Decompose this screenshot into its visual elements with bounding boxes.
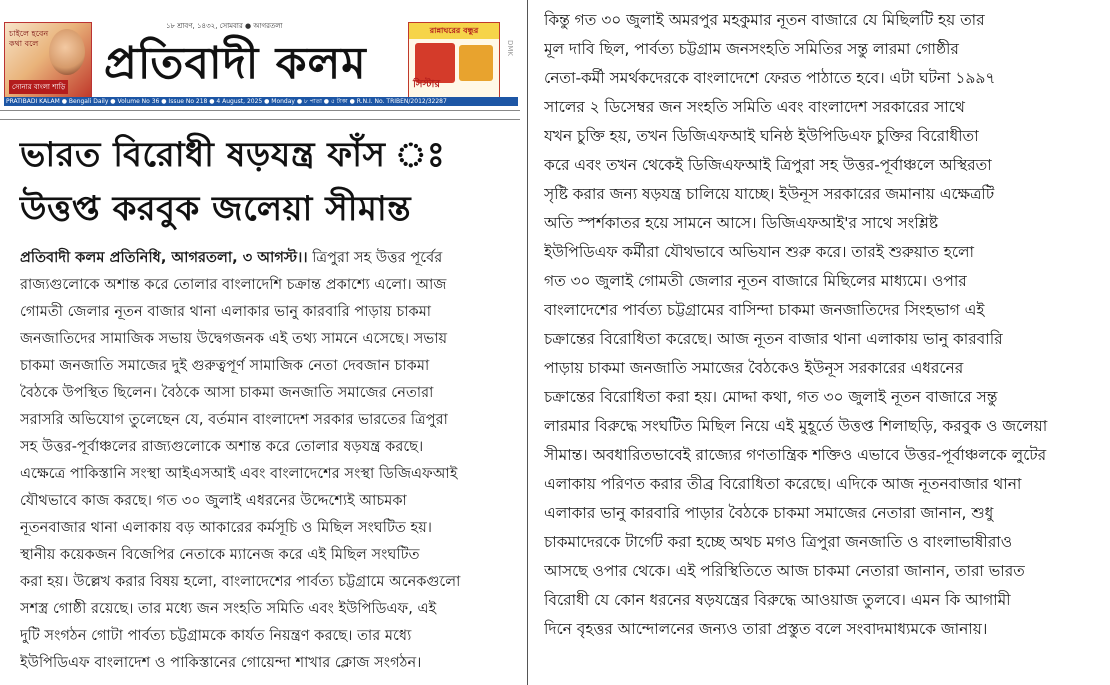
right-column-text-line: বাংলাদেশের পার্বত্য চট্টগ্রামের বাসিন্দা চাকমা জনজাতিদের সিংহভাগ এই bbox=[544, 301, 985, 319]
masthead-rule bbox=[0, 110, 520, 120]
right-column-text-line: সৃষ্টি করার জন্য ষড়যন্ত্র চালিয়ে যাচ্ছে। ইউনূস সরকারের জমানায় এক্ষেত্রটি bbox=[544, 185, 995, 203]
right-column-text-line: যখন চুক্তি হয়, তখন ডিজিএফআই ঘনিষ্ঠ ইউপিডিএফ চুক্তির বিরোধীতা bbox=[544, 127, 979, 145]
headline-line-2: উত্তপ্ত করবুক জলেয়া সীমান্ত bbox=[20, 189, 412, 229]
right-column-text-line: চাকমাদেরকে টার্গেট করা হচ্ছে অথচ মগও ত্রিপুরা জনজাতি ও বাংলাভাষীরাও bbox=[544, 533, 1013, 551]
ad-right-top: রান্নাঘরের বন্ধুর bbox=[409, 23, 499, 39]
headline-line-1: ভারত বিরোধী ষড়যন্ত্র ফাঁস ঃ bbox=[20, 135, 446, 175]
right-column-text-line: অতি স্পর্শকাতর হয়ে সামনে আসে। ডিজিএফআই'র সাথে সংশ্লিষ্ট bbox=[544, 214, 938, 232]
article-headline bbox=[20, 132, 510, 232]
right-column-text-line: মূল দাবি ছিল, পার্বত্য চট্টগ্রাম জনসংহতি সমিতির সন্তু লারমা গোষ্ঠীর bbox=[544, 40, 959, 58]
masthead bbox=[0, 0, 520, 108]
right-column-text-line: এলাকার ভানু কারবারি পাড়ার বৈঠকে চাকমা সমাজের নেতারা জানান, শুধু bbox=[544, 504, 994, 522]
byline: প্রতিবাদী কলম প্রতিনিধি, আগরতলা, ৩ আগস্ট।। bbox=[20, 249, 308, 266]
left-column-text-line: সহ উত্তর-পূর্বাঞ্চলের রাজ্যগুলোকে অশান্ত করে তোলার ষড়যন্ত্র করছে। bbox=[20, 438, 424, 455]
first-line-text: ত্রিপুরা সহ উত্তর পূর্বের bbox=[307, 249, 443, 266]
right-column-text-line: চক্রান্তের বিরোধিতা করেছে। আজ নূতন বাজার থানা এলাকায় ভানু কারবারি bbox=[544, 330, 1003, 348]
masthead-info-bar: PRATIBADI KALAM ● Bengali Daily ● Volume No 36 ● Issue No 218 ● 4 August, 2025 ● Monday ● ৮ পাতা ● ৫ টাকা ● R.N.I. No. TRIBEN/2012/32287 bbox=[4, 97, 518, 106]
left-column-text-line: সশস্ত্র গোষ্ঠী রয়েছে। তার মধ্যে জন সংহতি সমিতি এবং ইউপিডিএফ, এই bbox=[20, 600, 437, 617]
dateline: ১৮ শ্রাবণ, ১৪৩২, সোমবার ● আগরতলা bbox=[166, 22, 283, 30]
article-body-right bbox=[544, 6, 1098, 644]
right-column-text-line: এলাকায় পরিণত করার তীব্র বিরোধিতা করেছে। এদিকে আজ নূতনবাজার থানা bbox=[544, 475, 1022, 493]
right-column-text-line: চক্রান্তের বিরোধিতা করা হয়। মোদ্দা কথা, গত ৩০ জুলাই নূতন বাজারে সন্তু bbox=[544, 388, 998, 406]
left-column-text-line: ইউপিডিএফ বাংলাদেশ ও পাকিস্তানের গোয়েন্দা শাখার ক্লোজ সংগঠন। bbox=[20, 654, 422, 671]
left-column-text-line: যৌথভাবে কাজ করছে। গত ৩০ জুলাই এধরনের উদ্দেশ্যেই আচমকা bbox=[20, 492, 407, 509]
column-divider bbox=[527, 0, 528, 685]
right-column-text-line: দিনে বৃহত্তর আন্দোলনের জন্যও তারা প্রস্তুত বলে সংবাদমাধ্যমকে জানায়। bbox=[544, 620, 988, 638]
right-page bbox=[536, 0, 1104, 685]
left-column-text-line: করা হয়। উল্লেখ করার বিষয় হলো, বাংলাদেশের পার্বত্য চট্টগ্রামে অনেকগুলো bbox=[20, 573, 461, 590]
right-column-text-line: পাড়ায় চাকমা জনজাতি সমাজের বৈঠকেও ইউনূস সরকারের এধরনের bbox=[544, 359, 964, 377]
right-column-text-line: সালের ২ ডিসেম্বর জন সংহতি সমিতি এবং বাংলাদেশ সরকারের সাথে bbox=[544, 98, 965, 116]
left-column-text-line: চাকমা জনজাতি সমাজের দুই গুরুত্বপূর্ণ সামাজিক নেতা দেবজান চাকমা bbox=[20, 357, 430, 374]
right-column-text-line: কিন্তু গত ৩০ জুলাই অমরপুর মহকুমার নূতন বাজারে যে মিছিলটি হয় তার bbox=[544, 11, 985, 29]
left-page bbox=[0, 0, 520, 685]
right-column-text-line: বিরোধী যে কোন ধরনের ষড়যন্ত্রের বিরুদ্ধে আওয়াজ তুলবে। এমন কি আগামী bbox=[544, 591, 1011, 609]
right-column-text-line: সীমান্ত। অবধারিতভাবেই রাজ্যের গণতান্ত্রিক শক্তিও এভাবে উত্তর-পূর্বাঞ্চলকে লুটের bbox=[544, 446, 1047, 464]
left-column-text-line: এক্ষেত্রে পাকিস্তানি সংস্থা আইএসআই এবং বাংলাদেশের সংস্থা ডিজিএফআই bbox=[20, 465, 458, 482]
left-column-text-line: সরাসরি অভিযোগ তুলেছেন যে, বর্তমান বাংলাদেশ সরকার ভারতের ত্রিপুরা bbox=[20, 411, 448, 428]
newspaper-logo: প্রতিবাদী কলম bbox=[104, 38, 367, 89]
right-column-text-line: ইউপিডিএফ কর্মীরা যৌথভাবে অভিযান শুরু করে। তারই শুরুয়াত হলো bbox=[544, 243, 974, 261]
ad-left-text: চাইলে হবেন কথা বলে bbox=[9, 29, 49, 48]
left-column-text-line: স্থানীয় কয়েকজন বিজেপির নেতাকে ম্যানেজ করে এই মিছিল সংঘটিত bbox=[20, 546, 420, 563]
side-tag: DMK bbox=[506, 40, 514, 57]
article-first-line bbox=[20, 244, 510, 271]
right-column-text-line: আসছে ওপার থেকে। এই পরিস্থিতিতে আজ চাকমা নেতারা জানান, তারা ভারত bbox=[544, 562, 1025, 580]
right-column-text-line: নেতা-কর্মী সমর্থকদেরকে বাংলাদেশে ফেরত পাঠাতে হবে। এটা ঘটনা ১৯৯৭ bbox=[544, 69, 996, 87]
advertisement-right[interactable] bbox=[408, 22, 500, 98]
ad-right-brand: সিস্টার bbox=[413, 79, 440, 90]
left-column-text-line: বৈঠকে উপস্থিত ছিলেন। বৈঠকে আসা চাকমা জনজাতি সমাজের নেতারা bbox=[20, 384, 434, 401]
right-column-text-line: লারমার বিরুদ্ধে সংঘটিত মিছিল নিয়ে এই মুহূর্তে উত্তপ্ত শিলাছড়ি, করবুক ও জলেয়া bbox=[544, 417, 1048, 435]
article-body-left bbox=[20, 244, 510, 676]
left-column-text-line: রাজ্যগুলোকে অশান্ত করে তোলার বাংলাদেশি চক্রান্ত প্রকাশ্যে এলো। আজ bbox=[20, 276, 447, 293]
ad-left-tag: সোনার বাংলা শাড়ি bbox=[9, 80, 68, 94]
left-column-text-line: গোমতী জেলার নূতন বাজার থানা এলাকার ভানু কারবারি পাড়ায় চাকমা bbox=[20, 303, 432, 320]
left-column-text-line: জনজাতিদের সামাজিক সভায় উদ্বেগজনক এই তথ্য সামনে এসেছে। সভায় bbox=[20, 330, 448, 347]
left-column-text-line: নূতনবাজার থানা এলাকায় বড় আকারের কর্মসূচি ও মিছিল সংঘটিত হয়। bbox=[20, 519, 433, 536]
product-pack-icon bbox=[459, 45, 493, 81]
left-column-text-line: দুটি সংগঠন গোটা পার্বত্য চট্টগ্রামকে কার্যত নিয়ন্ত্রণ করছে। তার মধ্যে bbox=[20, 627, 412, 644]
right-column-text-line: করে এবং তখন থেকেই ডিজিএফআই ত্রিপুরা সহ উত্তর-পূর্বাঞ্চলে অস্থিরতা bbox=[544, 156, 992, 174]
right-column-text-line: গত ৩০ জুলাই গোমতী জেলার নূতন বাজারে মিছিলের মাধ্যমে। ওপার bbox=[544, 272, 967, 290]
advertisement-left[interactable] bbox=[4, 22, 92, 98]
